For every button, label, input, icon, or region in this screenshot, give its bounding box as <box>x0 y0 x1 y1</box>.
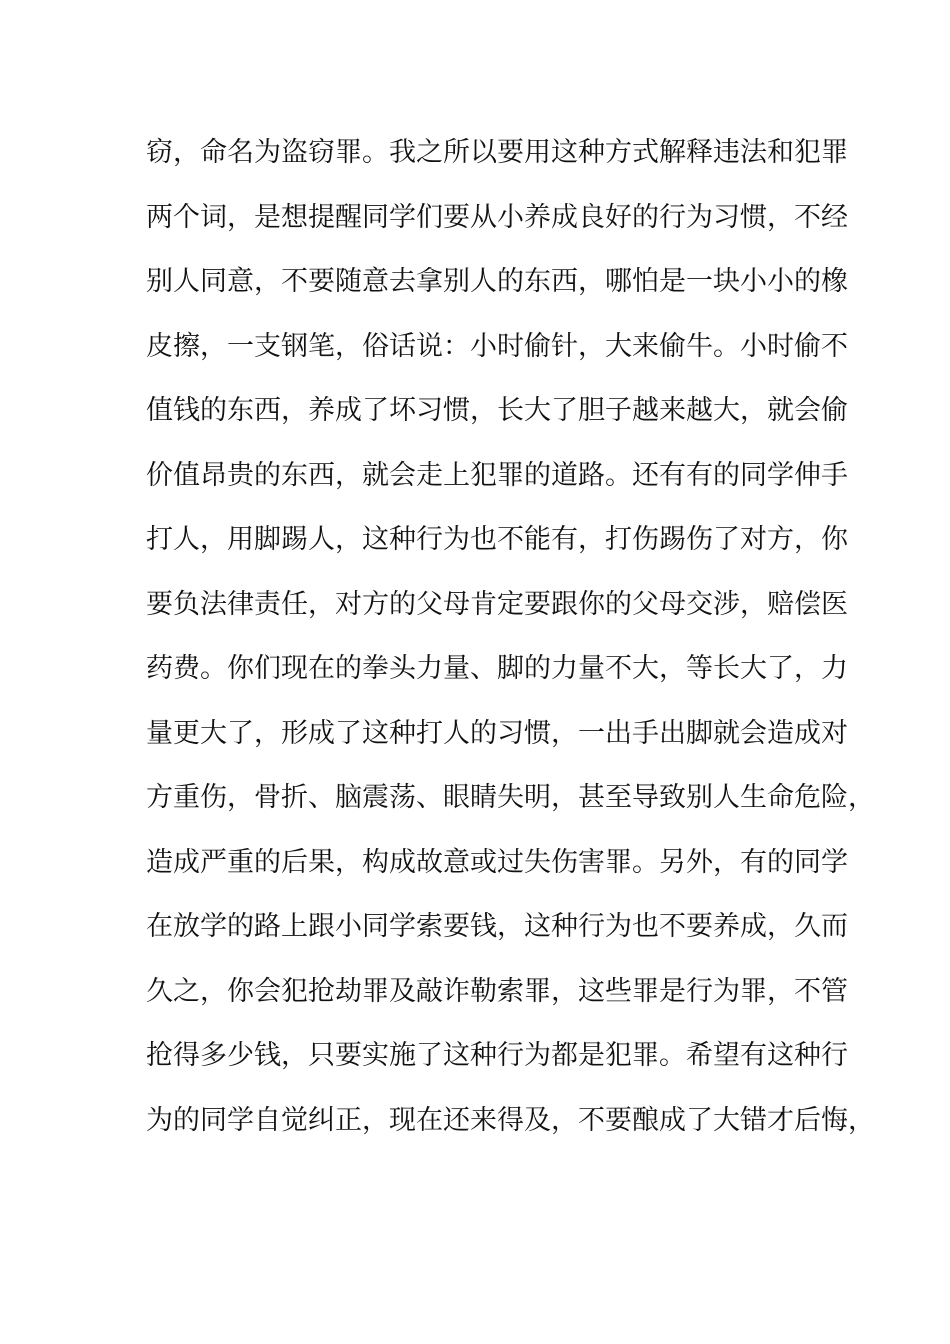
text-line-6: 价值昂贵的东西，就会走上犯罪的道路。还有有的同学伸手 <box>146 459 848 491</box>
text-line-8: 要负法律责任，对方的父母肯定要跟你的父母交涉，赔偿医 <box>146 588 848 620</box>
text-line-13: 在放学的路上跟小同学索要钱，这种行为也不要养成，久而 <box>146 911 848 942</box>
text-line-4: 皮擦，一支钢笔，俗话说：小时偷针，大来偷牛。小时偷不 <box>146 330 848 362</box>
text-line-7: 打人，用脚踢人，这种行为也不能有，打伤踢伤了对方，你 <box>146 524 848 555</box>
text-line-15: 抢得多少钱，只要实施了这种行为都是犯罪。希望有这种行 <box>146 1040 848 1071</box>
text-line-11: 方重伤，骨折、脑震荡、眼睛失明，甚至导致别人生命危险， <box>146 782 875 813</box>
text-line-2: 两个词，是想提醒同学们要从小养成良好的行为习惯，不经 <box>146 201 848 233</box>
text-line-14: 久之，你会犯抢劫罪及敲诈勒索罪，这些罪是行为罪，不管 <box>146 975 848 1007</box>
text-line-9: 药费。你们现在的拳头力量、脚的力量不大，等长大了，力 <box>146 653 848 684</box>
body-text <box>146 126 875 1158</box>
text-line-1: 窃，命名为盗窃罪。我之所以要用这种方式解释违法和犯罪 <box>146 137 848 168</box>
text-line-5: 值钱的东西，养成了坏习惯，长大了胆子越来越大，就会偷 <box>146 395 848 426</box>
text-line-16: 为的同学自觉纠正，现在还来得及，不要酿成了大错才后悔， <box>146 1104 875 1136</box>
text-line-10: 量更大了，形成了这种打人的习惯，一出手出脚就会造成对 <box>146 717 848 749</box>
text-line-3: 别人同意，不要随意去拿别人的东西，哪怕是一块小小的橡 <box>146 266 848 297</box>
text-line-12: 造成严重的后果，构成故意或过失伤害罪。另外，有的同学 <box>146 846 848 878</box>
